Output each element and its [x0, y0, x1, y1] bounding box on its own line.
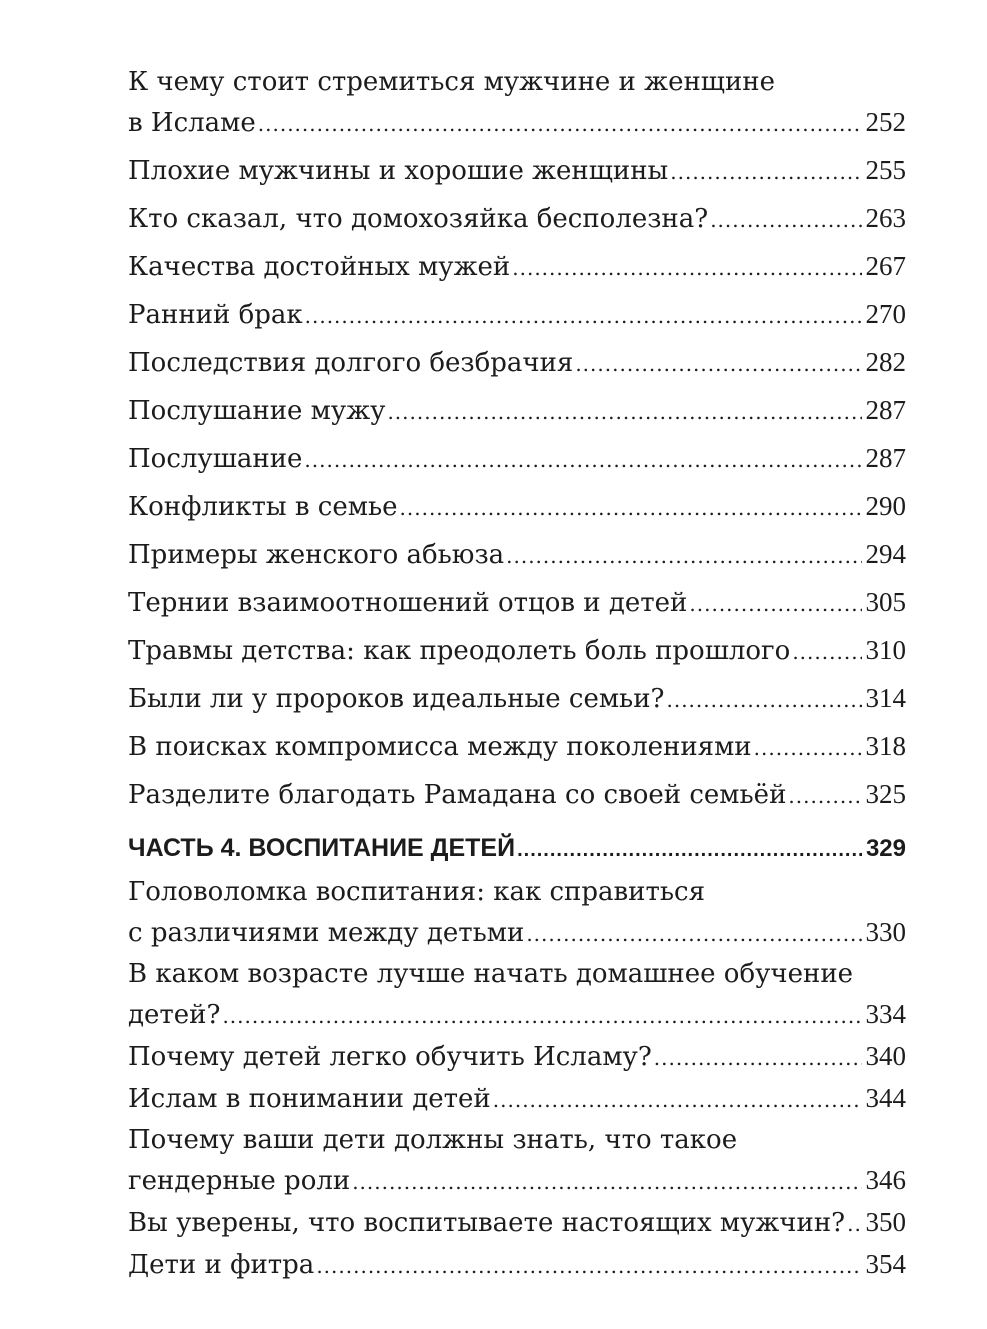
toc-entry-row: [128, 438, 906, 480]
toc-entry-row: [128, 912, 906, 954]
toc-page-number: 354: [865, 1249, 906, 1279]
toc-part-row: [128, 826, 906, 872]
leader-dots: [222, 996, 861, 1036]
toc-entry-title-line1: Головоломка воспитания: как справиться: [128, 877, 705, 907]
toc-entry-row: [128, 342, 906, 384]
toc-entry-title-line1: В каком возрасте лучше начать домашнее обучение: [128, 959, 854, 989]
leader-dots: [387, 392, 861, 432]
leader-dots: [493, 1080, 862, 1120]
toc-page-number: 294: [865, 539, 906, 569]
toc-entry-title-line1: К чему стоит стремиться мужчине и женщине: [128, 67, 776, 97]
toc-entry-title: Конфликты в семье: [128, 492, 398, 522]
toc-page-number: 329: [865, 835, 906, 862]
toc-entry-row: [128, 1244, 906, 1286]
toc-entry-row: [128, 1036, 906, 1078]
leader-dots: [506, 536, 861, 576]
leader-dots: [788, 776, 861, 816]
toc-page-number: 290: [865, 491, 906, 521]
toc-entry: [128, 774, 906, 816]
toc-page-number: 334: [865, 999, 906, 1029]
toc-entry: [128, 726, 906, 768]
toc-entry-title: Плохие мужчины и хорошие женщины: [128, 156, 669, 186]
toc-page-number: 330: [865, 917, 906, 947]
toc-page-number: 305: [865, 587, 906, 617]
toc-entry-title: с различиями между детьми: [128, 918, 525, 948]
toc-entry-title: Последствия долгого безбрачия: [128, 348, 574, 378]
toc-entry-row: [128, 582, 906, 624]
table-of-contents: [128, 62, 906, 1286]
leader-dots: [575, 344, 861, 384]
leader-dots: [666, 680, 861, 720]
toc-entry-row: [128, 150, 906, 192]
toc-entry-row: [128, 678, 906, 720]
leader-dots: [847, 1204, 861, 1244]
toc-entry-title: в Исламе: [128, 108, 256, 138]
toc-page-number: 346: [865, 1165, 906, 1195]
toc-entry-row: [128, 534, 906, 576]
toc-entry: [128, 342, 906, 384]
toc-entry-row: [128, 726, 906, 768]
toc-entry-title: В поисках компромисса между поколениями: [128, 732, 752, 762]
toc-entry-title: Послушание мужу: [128, 396, 386, 426]
toc-entry: [128, 1202, 906, 1244]
toc-page-number: 314: [865, 683, 906, 713]
toc-page-number: 318: [865, 731, 906, 761]
toc-entry-row: [128, 486, 906, 528]
toc-entry: [128, 294, 906, 336]
toc-page-number: 287: [865, 443, 906, 473]
toc-page-number: 282: [865, 347, 906, 377]
toc-page-number: 287: [865, 395, 906, 425]
toc-entry: [128, 198, 906, 240]
toc-part-heading: [128, 826, 906, 872]
toc-entry-title: Травмы детства: как преодолеть боль прошлого: [128, 636, 791, 666]
leader-dots: [512, 248, 861, 288]
leader-dots: [258, 104, 862, 144]
toc-entry-row: [128, 1160, 906, 1202]
leader-dots: [517, 828, 862, 872]
leader-dots: [316, 1246, 861, 1286]
toc-entry: [128, 150, 906, 192]
toc-entry-row: [128, 994, 906, 1036]
toc-entry-row: [128, 1202, 906, 1244]
toc-entry: [128, 1120, 906, 1202]
leader-dots: [754, 728, 862, 768]
toc-entry-row: [128, 102, 906, 144]
toc-entry-row: [128, 630, 906, 672]
toc-page-number: 310: [865, 635, 906, 665]
leader-dots: [305, 296, 862, 336]
toc-part-title: ЧАСТЬ 4. ВОСПИТАНИЕ ДЕТЕЙ: [128, 834, 516, 862]
toc-entry: [128, 872, 906, 954]
toc-entry-title: Ранний брак: [128, 300, 303, 330]
toc-entry: [128, 246, 906, 288]
toc-entry-title: Были ли у пророков идеальные семьи?: [128, 684, 665, 714]
toc-entry: [128, 582, 906, 624]
toc-entry: [128, 954, 906, 1036]
leader-dots: [352, 1162, 861, 1202]
toc-entry: [128, 1244, 906, 1286]
toc-page-number: 344: [865, 1083, 906, 1113]
toc-page-number: 270: [865, 299, 906, 329]
leader-dots: [400, 488, 862, 528]
toc-entry-title: гендерные роли: [128, 1166, 351, 1196]
toc-entry-row: [128, 246, 906, 288]
toc-entry-title: Тернии взаимоотношений отцов и детей: [128, 588, 688, 618]
toc-entry: [128, 438, 906, 480]
toc-entry-row: [128, 390, 906, 432]
toc-page-number: 325: [865, 779, 906, 809]
toc-entry: [128, 630, 906, 672]
toc-entry-title: Вы уверены, что воспитываете настоящих мужчин?: [128, 1208, 846, 1238]
toc-entry-title: Ислам в понимании детей: [128, 1084, 491, 1114]
toc-page-number: 267: [865, 251, 906, 281]
leader-dots: [792, 632, 861, 672]
leader-dots: [710, 200, 861, 240]
toc-entry-row: [128, 198, 906, 240]
toc-entry-row: [128, 294, 906, 336]
toc-entry: [128, 1078, 906, 1120]
leader-dots: [689, 584, 861, 624]
toc-entry: [128, 1036, 906, 1078]
toc-entry: [128, 390, 906, 432]
toc-entry-title: Послушание: [128, 444, 303, 474]
toc-entry-title: Кто сказал, что домохозяйка бесполезна?: [128, 204, 709, 234]
leader-dots: [526, 914, 861, 954]
leader-dots: [670, 152, 861, 192]
toc-entry-title: Разделите благодать Рамадана со своей семьёй: [128, 780, 787, 810]
toc-page-number: 340: [865, 1041, 906, 1071]
toc-entry: [128, 534, 906, 576]
toc-page-number: 255: [865, 155, 906, 185]
toc-entry-row: [128, 1078, 906, 1120]
toc-entry-title: Примеры женского абьюза: [128, 540, 505, 570]
toc-entry-title: Качества достойных мужей: [128, 252, 511, 282]
toc-entry: [128, 678, 906, 720]
toc-page-number: 252: [865, 107, 906, 137]
toc-entry-title: Почему детей легко обучить Исламу?: [128, 1042, 652, 1072]
toc-page-number: 263: [865, 203, 906, 233]
toc-entry-title-line1: Почему ваши дети должны знать, что такое: [128, 1125, 738, 1155]
toc-page-number: 350: [865, 1207, 906, 1237]
toc-entry-title: Дети и фитра: [128, 1250, 315, 1280]
toc-entry: [128, 486, 906, 528]
toc-entry: [128, 62, 906, 144]
leader-dots: [304, 440, 861, 480]
toc-entry-title: детей?: [128, 1000, 221, 1030]
toc-entry-row: [128, 774, 906, 816]
leader-dots: [654, 1038, 862, 1078]
